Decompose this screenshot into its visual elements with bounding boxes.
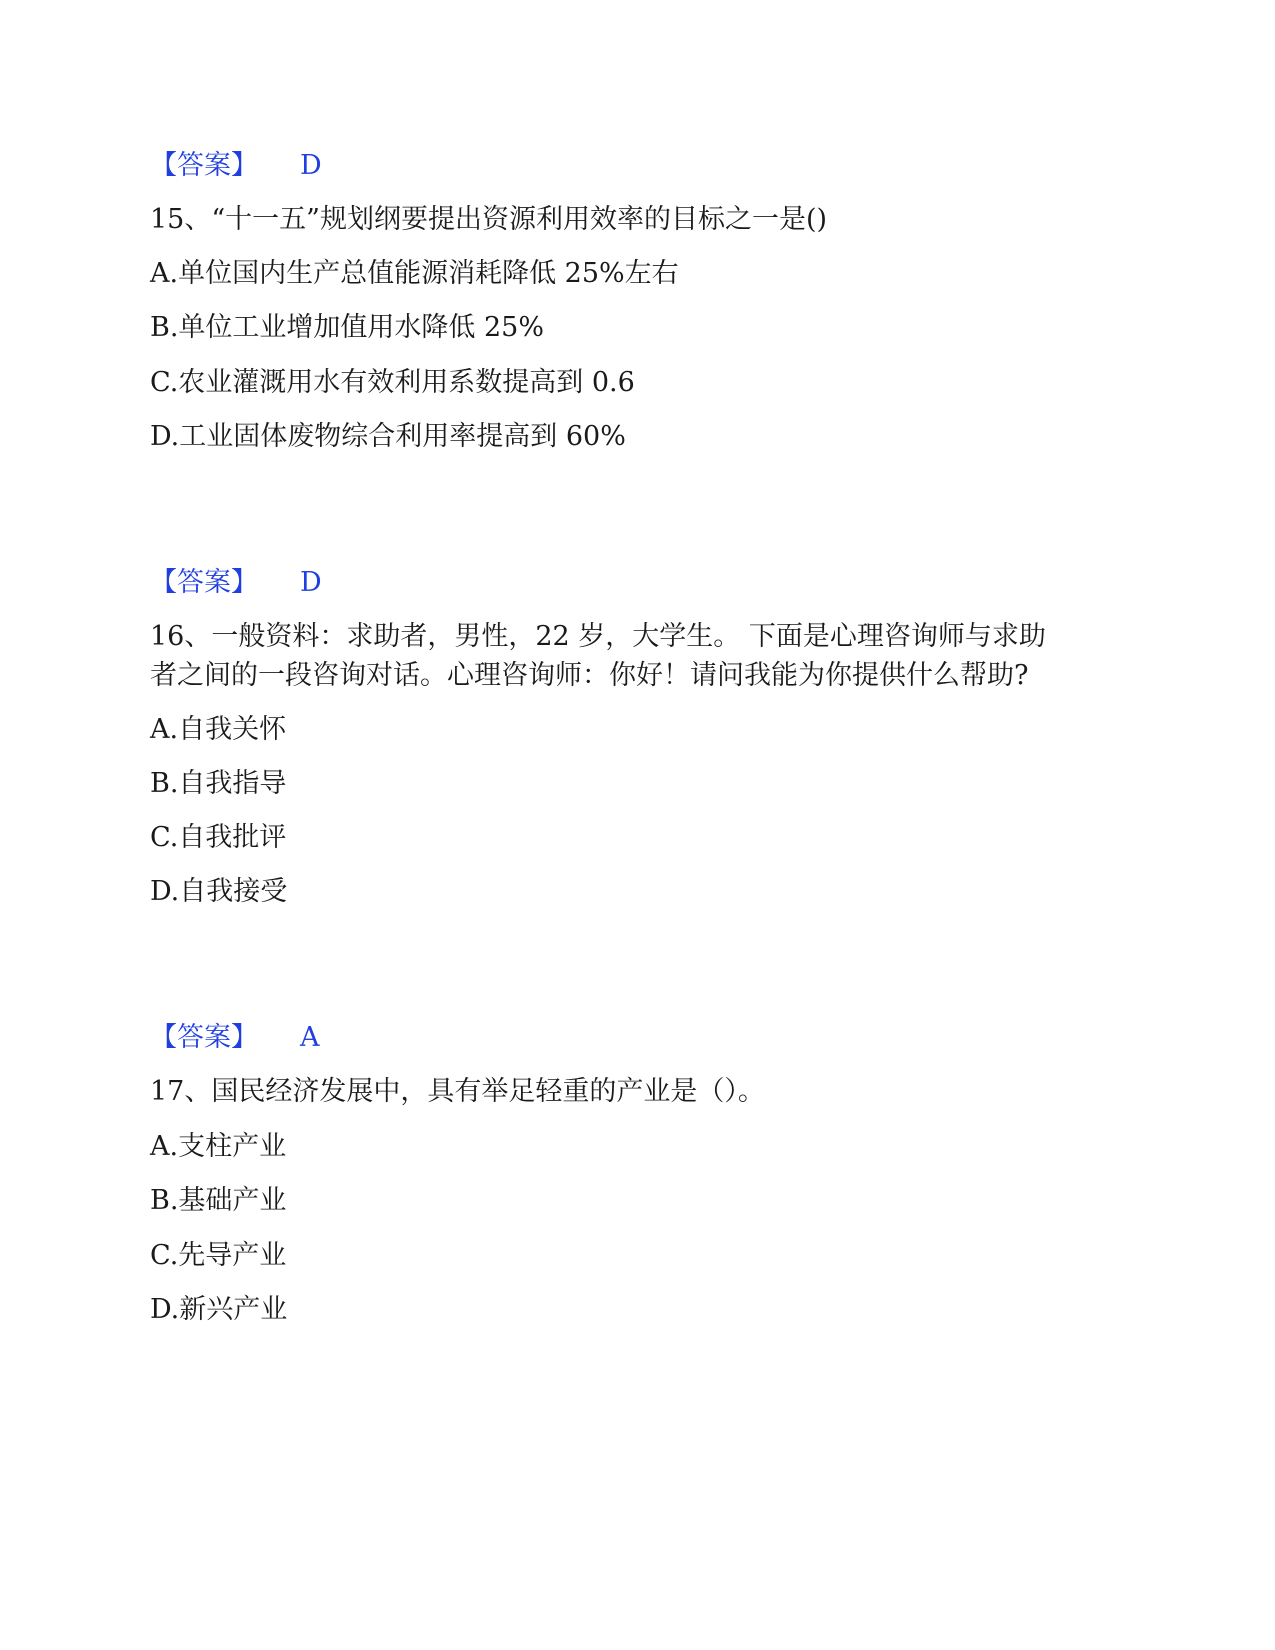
answer-tag: 【答案】 bbox=[150, 567, 258, 598]
option-d: D.工业固体废物综合利用率提高到 60% bbox=[150, 421, 626, 452]
answer-value: A bbox=[300, 1022, 320, 1053]
answer-line bbox=[150, 1018, 320, 1058]
question-text: 15、“十一五”规划纲要提出资源利用效率的目标之一是() bbox=[150, 204, 828, 235]
option-a: A.单位国内生产总值能源消耗降低 25%左右 bbox=[150, 258, 679, 289]
option-b: B.基础产业 bbox=[150, 1185, 287, 1216]
question-text-line-2: 者之间的一段咨询对话。心理咨询师：你好！请问我能为你提供什么帮助? bbox=[150, 660, 1029, 691]
answer-line bbox=[150, 146, 322, 186]
option-c: C.自我批评 bbox=[150, 822, 287, 853]
option-b: B.单位工业增加值用水降低 25% bbox=[150, 312, 545, 343]
answer-value: D bbox=[300, 150, 322, 181]
answer-tag: 【答案】 bbox=[150, 150, 258, 181]
option-a: A.支柱产业 bbox=[150, 1131, 287, 1162]
question-text: 17、国民经济发展中，具有举足轻重的产业是（）。 bbox=[150, 1076, 765, 1107]
option-b: B.自我指导 bbox=[150, 768, 287, 799]
answer-line bbox=[150, 563, 322, 603]
option-c: C.先导产业 bbox=[150, 1240, 287, 1271]
option-a: A.自我关怀 bbox=[150, 714, 287, 745]
answer-value: D bbox=[300, 567, 322, 598]
option-d: D.新兴产业 bbox=[150, 1294, 288, 1325]
option-c: C.农业灌溉用水有效利用系数提高到 0.6 bbox=[150, 367, 635, 398]
answer-tag: 【答案】 bbox=[150, 1022, 258, 1053]
option-d: D.自我接受 bbox=[150, 876, 288, 907]
question-text-line-1: 16、一般资料：求助者，男性，22 岁，大学生。 下面是心理咨询师与求助 bbox=[150, 621, 1046, 652]
